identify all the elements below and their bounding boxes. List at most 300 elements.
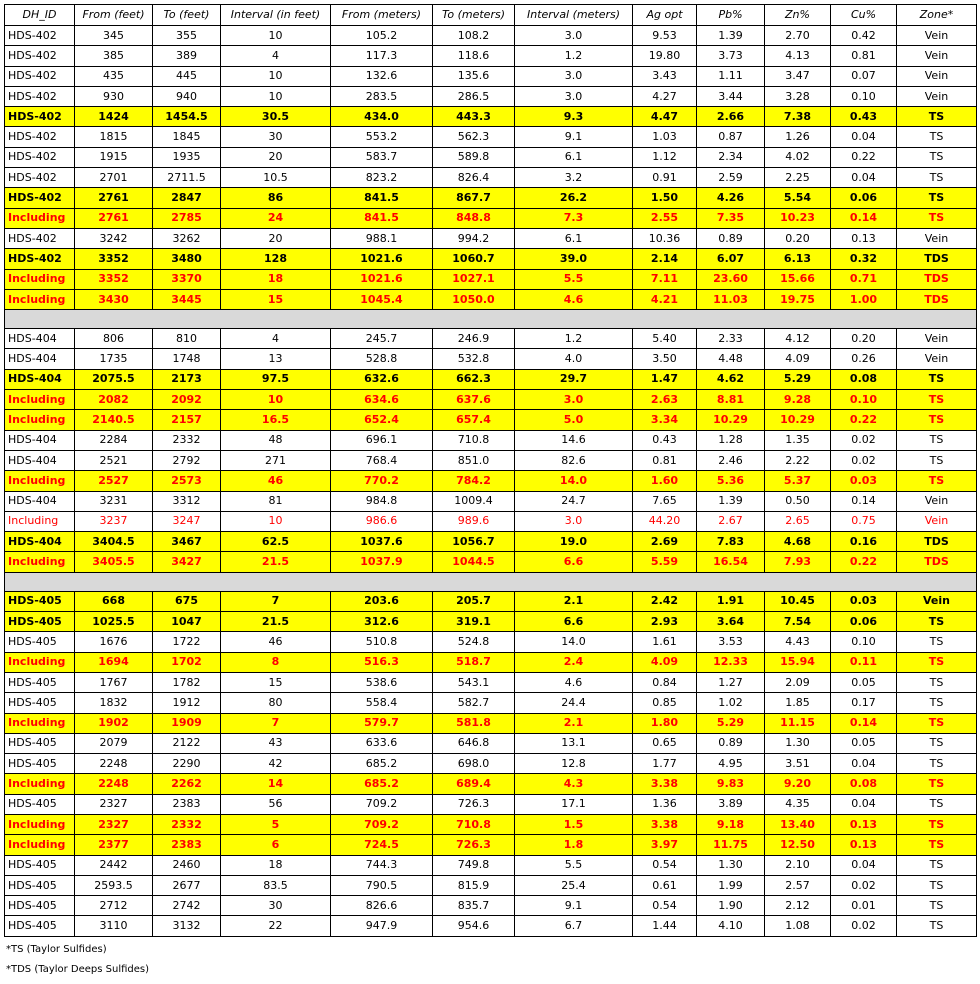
cell-dh-id: HDS-402: [5, 127, 75, 147]
table-row: [5, 450, 977, 470]
cell-to-meters: 246.9: [433, 329, 515, 349]
cell-from-feet: 2442: [75, 855, 153, 875]
cell-pb-pct: 4.48: [697, 349, 765, 369]
cell-dh-id: HDS-405: [5, 754, 75, 774]
cell-zone: TS: [897, 733, 977, 753]
cell-interval-feet: 14: [221, 774, 331, 794]
cell-to-feet: 2122: [153, 733, 221, 753]
cell-interval-meters: 9.1: [515, 896, 633, 916]
cell-interval-meters: 4.6: [515, 672, 633, 692]
cell-to-feet: 2460: [153, 855, 221, 875]
cell-ag-opt: 2.14: [633, 249, 697, 269]
cell-zn-pct: 7.54: [765, 612, 831, 632]
cell-from-meters: 510.8: [331, 632, 433, 652]
cell-zone: TDS: [897, 532, 977, 552]
table-row: [5, 168, 977, 188]
cell-to-feet: 2742: [153, 896, 221, 916]
cell-from-meters: 826.6: [331, 896, 433, 916]
cell-to-feet: 1702: [153, 652, 221, 672]
footnotes: [6, 940, 149, 980]
table-row: [5, 188, 977, 208]
cell-cu-pct: 0.04: [831, 754, 897, 774]
cell-pb-pct: 1.02: [697, 693, 765, 713]
cell-to-meters: 867.7: [433, 188, 515, 208]
table-row: [5, 754, 977, 774]
cell-pb-pct: 0.89: [697, 733, 765, 753]
cell-zn-pct: 2.09: [765, 672, 831, 692]
cell-from-feet: 1767: [75, 672, 153, 692]
cell-interval-meters: 24.4: [515, 693, 633, 713]
cell-dh-id: HDS-402: [5, 107, 75, 127]
cell-interval-meters: 7.3: [515, 208, 633, 228]
cell-ag-opt: 0.61: [633, 875, 697, 895]
table-row: [5, 369, 977, 389]
cell-cu-pct: 0.05: [831, 733, 897, 753]
cell-pb-pct: 3.53: [697, 632, 765, 652]
cell-dh-id: HDS-405: [5, 794, 75, 814]
cell-pb-pct: 3.44: [697, 86, 765, 106]
cell-to-meters: 657.4: [433, 410, 515, 430]
cell-zn-pct: 7.38: [765, 107, 831, 127]
cell-zone: TS: [897, 754, 977, 774]
cell-zn-pct: 5.54: [765, 188, 831, 208]
cell-interval-meters: 5.5: [515, 855, 633, 875]
cell-zone: TS: [897, 127, 977, 147]
cell-cu-pct: 0.13: [831, 228, 897, 248]
cell-interval-feet: 20: [221, 228, 331, 248]
cell-cu-pct: 0.75: [831, 511, 897, 531]
cell-cu-pct: 0.01: [831, 896, 897, 916]
cell-to-feet: 2711.5: [153, 168, 221, 188]
cell-ag-opt: 3.50: [633, 349, 697, 369]
cell-pb-pct: 1.91: [697, 591, 765, 611]
cell-pb-pct: 1.39: [697, 491, 765, 511]
cell-ag-opt: 3.34: [633, 410, 697, 430]
cell-interval-feet: 22: [221, 916, 331, 936]
cell-zn-pct: 0.20: [765, 228, 831, 248]
cell-to-meters: 954.6: [433, 916, 515, 936]
cell-from-meters: 312.6: [331, 612, 433, 632]
cell-zone: TS: [897, 652, 977, 672]
cell-zone: TS: [897, 107, 977, 127]
table-row: [5, 107, 977, 127]
cell-ag-opt: 19.80: [633, 46, 697, 66]
cell-interval-meters: 4.0: [515, 349, 633, 369]
cell-cu-pct: 0.42: [831, 26, 897, 46]
cell-zn-pct: 3.28: [765, 86, 831, 106]
cell-to-meters: 518.7: [433, 652, 515, 672]
cell-to-meters: 1044.5: [433, 552, 515, 572]
cell-ag-opt: 1.80: [633, 713, 697, 733]
cell-interval-meters: 29.7: [515, 369, 633, 389]
table-row: [5, 46, 977, 66]
cell-cu-pct: 0.14: [831, 491, 897, 511]
cell-from-feet: 806: [75, 329, 153, 349]
including-row: [5, 511, 977, 531]
cell-zn-pct: 2.70: [765, 26, 831, 46]
cell-interval-feet: 6: [221, 835, 331, 855]
cell-from-feet: 3405.5: [75, 552, 153, 572]
cell-from-feet: 3404.5: [75, 532, 153, 552]
cell-zone: TS: [897, 632, 977, 652]
table-row: [5, 147, 977, 167]
cell-from-meters: 652.4: [331, 410, 433, 430]
including-row: [5, 208, 977, 228]
cell-to-meters: 662.3: [433, 369, 515, 389]
cell-dh-id: HDS-404: [5, 430, 75, 450]
cell-zone: Vein: [897, 46, 977, 66]
cell-to-meters: 582.7: [433, 693, 515, 713]
cell-pb-pct: 1.90: [697, 896, 765, 916]
cell-interval-meters: 4.6: [515, 289, 633, 309]
cell-zn-pct: 2.10: [765, 855, 831, 875]
cell-to-meters: 784.2: [433, 471, 515, 491]
cell-pb-pct: 1.28: [697, 430, 765, 450]
cell-to-feet: 810: [153, 329, 221, 349]
cell-interval-meters: 3.0: [515, 86, 633, 106]
cell-pb-pct: 9.83: [697, 774, 765, 794]
cell-interval-feet: 21.5: [221, 552, 331, 572]
cell-from-meters: 1021.6: [331, 249, 433, 269]
cell-dh-id: Including: [5, 511, 75, 531]
cell-cu-pct: 0.05: [831, 672, 897, 692]
cell-to-feet: 2290: [153, 754, 221, 774]
cell-cu-pct: 0.71: [831, 269, 897, 289]
cell-cu-pct: 0.13: [831, 814, 897, 834]
cell-cu-pct: 0.17: [831, 693, 897, 713]
cell-zone: Vein: [897, 26, 977, 46]
cell-to-meters: 1050.0: [433, 289, 515, 309]
cell-zn-pct: 6.13: [765, 249, 831, 269]
cell-from-feet: 1676: [75, 632, 153, 652]
cell-ag-opt: 0.81: [633, 450, 697, 470]
cell-to-meters: 118.6: [433, 46, 515, 66]
cell-zone: TS: [897, 693, 977, 713]
cell-from-meters: 117.3: [331, 46, 433, 66]
cell-zone: TS: [897, 430, 977, 450]
column-header-dh-id: DH_ID: [5, 5, 75, 26]
cell-to-feet: 2173: [153, 369, 221, 389]
column-header-zone: Zone*: [897, 5, 977, 26]
cell-interval-meters: 25.4: [515, 875, 633, 895]
cell-zone: Vein: [897, 511, 977, 531]
cell-cu-pct: 0.14: [831, 713, 897, 733]
cell-to-feet: 2383: [153, 835, 221, 855]
cell-zone: TS: [897, 450, 977, 470]
cell-from-feet: 1815: [75, 127, 153, 147]
column-header-to-meters: To (meters): [433, 5, 515, 26]
assay-results-table: [4, 4, 977, 937]
footnote-tds: *TDS (Taylor Deeps Sulfides): [6, 964, 150, 975]
cell-interval-feet: 4: [221, 46, 331, 66]
cell-from-meters: 790.5: [331, 875, 433, 895]
cell-from-feet: 2521: [75, 450, 153, 470]
cell-pb-pct: 3.89: [697, 794, 765, 814]
cell-zn-pct: 15.94: [765, 652, 831, 672]
cell-zn-pct: 13.40: [765, 814, 831, 834]
cell-interval-feet: 43: [221, 733, 331, 753]
cell-interval-feet: 128: [221, 249, 331, 269]
cell-ag-opt: 0.85: [633, 693, 697, 713]
cell-pb-pct: 11.75: [697, 835, 765, 855]
cell-zone: TS: [897, 835, 977, 855]
table-row: [5, 329, 977, 349]
cell-cu-pct: 0.10: [831, 390, 897, 410]
cell-from-meters: 770.2: [331, 471, 433, 491]
cell-pb-pct: 3.73: [697, 46, 765, 66]
cell-to-meters: 532.8: [433, 349, 515, 369]
cell-dh-id: Including: [5, 208, 75, 228]
cell-pb-pct: 8.81: [697, 390, 765, 410]
including-row: [5, 289, 977, 309]
cell-from-feet: 2075.5: [75, 369, 153, 389]
cell-interval-feet: 80: [221, 693, 331, 713]
column-header-from-feet: From (feet): [75, 5, 153, 26]
cell-interval-feet: 5: [221, 814, 331, 834]
cell-interval-meters: 26.2: [515, 188, 633, 208]
cell-from-meters: 709.2: [331, 794, 433, 814]
cell-to-meters: 108.2: [433, 26, 515, 46]
cell-ag-opt: 0.54: [633, 855, 697, 875]
cell-to-feet: 2157: [153, 410, 221, 430]
cell-from-meters: 516.3: [331, 652, 433, 672]
cell-ag-opt: 1.50: [633, 188, 697, 208]
cell-pb-pct: 16.54: [697, 552, 765, 572]
separator-cell: [5, 310, 977, 329]
cell-cu-pct: 0.11: [831, 652, 897, 672]
cell-pb-pct: 4.10: [697, 916, 765, 936]
cell-interval-meters: 14.0: [515, 471, 633, 491]
cell-dh-id: HDS-405: [5, 875, 75, 895]
cell-zn-pct: 4.43: [765, 632, 831, 652]
cell-dh-id: HDS-404: [5, 369, 75, 389]
cell-from-feet: 1832: [75, 693, 153, 713]
cell-zone: TS: [897, 855, 977, 875]
separator-row: [5, 310, 977, 329]
cell-interval-meters: 5.5: [515, 269, 633, 289]
cell-cu-pct: 1.00: [831, 289, 897, 309]
cell-dh-id: HDS-405: [5, 612, 75, 632]
cell-from-meters: 1045.4: [331, 289, 433, 309]
cell-ag-opt: 2.42: [633, 591, 697, 611]
cell-ag-opt: 2.63: [633, 390, 697, 410]
cell-to-feet: 2262: [153, 774, 221, 794]
cell-pb-pct: 7.83: [697, 532, 765, 552]
cell-cu-pct: 0.06: [831, 612, 897, 632]
cell-to-feet: 1748: [153, 349, 221, 369]
cell-zone: TS: [897, 774, 977, 794]
cell-to-feet: 2847: [153, 188, 221, 208]
table-body: [5, 26, 977, 937]
cell-to-meters: 848.8: [433, 208, 515, 228]
including-row: [5, 652, 977, 672]
cell-to-meters: 749.8: [433, 855, 515, 875]
cell-ag-opt: 4.09: [633, 652, 697, 672]
cell-to-meters: 1060.7: [433, 249, 515, 269]
cell-ag-opt: 1.77: [633, 754, 697, 774]
cell-to-feet: 3262: [153, 228, 221, 248]
cell-from-feet: 3231: [75, 491, 153, 511]
table-row: [5, 66, 977, 86]
column-header-interval-feet: Interval (in feet): [221, 5, 331, 26]
cell-zn-pct: 5.29: [765, 369, 831, 389]
cell-zone: Vein: [897, 491, 977, 511]
cell-dh-id: HDS-402: [5, 147, 75, 167]
cell-to-feet: 1845: [153, 127, 221, 147]
cell-ag-opt: 0.84: [633, 672, 697, 692]
cell-from-feet: 668: [75, 591, 153, 611]
table-row: [5, 249, 977, 269]
cell-to-meters: 726.3: [433, 835, 515, 855]
cell-from-meters: 132.6: [331, 66, 433, 86]
cell-cu-pct: 0.20: [831, 329, 897, 349]
cell-from-feet: 2082: [75, 390, 153, 410]
table-row: [5, 26, 977, 46]
cell-interval-meters: 39.0: [515, 249, 633, 269]
cell-interval-meters: 2.1: [515, 591, 633, 611]
cell-pb-pct: 2.46: [697, 450, 765, 470]
column-header-pb-pct: Pb%: [697, 5, 765, 26]
cell-zn-pct: 3.51: [765, 754, 831, 774]
cell-from-feet: 1915: [75, 147, 153, 167]
cell-zn-pct: 1.30: [765, 733, 831, 753]
cell-pb-pct: 7.35: [697, 208, 765, 228]
cell-ag-opt: 4.21: [633, 289, 697, 309]
cell-zone: TDS: [897, 249, 977, 269]
cell-from-feet: 2248: [75, 754, 153, 774]
cell-from-meters: 986.6: [331, 511, 433, 531]
cell-cu-pct: 0.26: [831, 349, 897, 369]
cell-dh-id: HDS-405: [5, 672, 75, 692]
cell-ag-opt: 1.12: [633, 147, 697, 167]
cell-pb-pct: 5.36: [697, 471, 765, 491]
cell-from-meters: 1021.6: [331, 269, 433, 289]
cell-from-feet: 2377: [75, 835, 153, 855]
cell-dh-id: HDS-405: [5, 896, 75, 916]
cell-pb-pct: 10.29: [697, 410, 765, 430]
cell-from-meters: 434.0: [331, 107, 433, 127]
cell-zn-pct: 0.50: [765, 491, 831, 511]
cell-from-feet: 2248: [75, 774, 153, 794]
cell-zone: Vein: [897, 228, 977, 248]
cell-interval-feet: 42: [221, 754, 331, 774]
cell-cu-pct: 0.02: [831, 875, 897, 895]
cell-from-feet: 435: [75, 66, 153, 86]
cell-to-feet: 1909: [153, 713, 221, 733]
cell-zone: Vein: [897, 591, 977, 611]
cell-cu-pct: 0.16: [831, 532, 897, 552]
cell-zn-pct: 4.35: [765, 794, 831, 814]
cell-to-feet: 3132: [153, 916, 221, 936]
cell-to-feet: 1935: [153, 147, 221, 167]
cell-interval-feet: 83.5: [221, 875, 331, 895]
cell-zone: TS: [897, 147, 977, 167]
table-header: [5, 5, 977, 26]
cell-dh-id: HDS-402: [5, 249, 75, 269]
cell-cu-pct: 0.02: [831, 916, 897, 936]
cell-from-meters: 579.7: [331, 713, 433, 733]
table-row: [5, 127, 977, 147]
cell-dh-id: HDS-405: [5, 632, 75, 652]
cell-to-feet: 3247: [153, 511, 221, 531]
cell-zn-pct: 12.50: [765, 835, 831, 855]
cell-interval-meters: 1.8: [515, 835, 633, 855]
cell-interval-meters: 9.3: [515, 107, 633, 127]
cell-pb-pct: 1.27: [697, 672, 765, 692]
cell-to-meters: 710.8: [433, 430, 515, 450]
cell-to-meters: 319.1: [433, 612, 515, 632]
cell-ag-opt: 1.61: [633, 632, 697, 652]
column-header-from-meters: From (meters): [331, 5, 433, 26]
cell-from-meters: 553.2: [331, 127, 433, 147]
cell-to-meters: 1056.7: [433, 532, 515, 552]
cell-from-meters: 105.2: [331, 26, 433, 46]
cell-from-meters: 685.2: [331, 754, 433, 774]
cell-ag-opt: 1.03: [633, 127, 697, 147]
cell-dh-id: Including: [5, 774, 75, 794]
separator-row: [5, 572, 977, 591]
cell-interval-feet: 86: [221, 188, 331, 208]
cell-to-meters: 646.8: [433, 733, 515, 753]
cell-dh-id: HDS-402: [5, 86, 75, 106]
cell-zn-pct: 4.68: [765, 532, 831, 552]
cell-from-feet: 2761: [75, 188, 153, 208]
cell-pb-pct: 23.60: [697, 269, 765, 289]
cell-cu-pct: 0.10: [831, 632, 897, 652]
cell-pb-pct: 4.62: [697, 369, 765, 389]
cell-to-meters: 205.7: [433, 591, 515, 611]
cell-interval-meters: 3.2: [515, 168, 633, 188]
cell-to-feet: 3370: [153, 269, 221, 289]
including-row: [5, 410, 977, 430]
cell-zone: TDS: [897, 289, 977, 309]
cell-from-meters: 988.1: [331, 228, 433, 248]
cell-to-feet: 1454.5: [153, 107, 221, 127]
cell-to-meters: 689.4: [433, 774, 515, 794]
cell-to-meters: 589.8: [433, 147, 515, 167]
table-row: [5, 733, 977, 753]
table-row: [5, 491, 977, 511]
cell-interval-meters: 3.0: [515, 66, 633, 86]
cell-to-meters: 698.0: [433, 754, 515, 774]
including-row: [5, 390, 977, 410]
cell-zn-pct: 2.22: [765, 450, 831, 470]
column-header-ag-opt: Ag opt: [633, 5, 697, 26]
column-header-interval-meters: Interval (meters): [515, 5, 633, 26]
cell-pb-pct: 2.66: [697, 107, 765, 127]
cell-from-feet: 3237: [75, 511, 153, 531]
cell-dh-id: Including: [5, 552, 75, 572]
table-row: [5, 430, 977, 450]
cell-from-feet: 1735: [75, 349, 153, 369]
cell-from-meters: 558.4: [331, 693, 433, 713]
cell-from-meters: 841.5: [331, 208, 433, 228]
cell-dh-id: Including: [5, 289, 75, 309]
cell-ag-opt: 4.27: [633, 86, 697, 106]
cell-from-meters: 984.8: [331, 491, 433, 511]
cell-cu-pct: 0.04: [831, 127, 897, 147]
cell-ag-opt: 3.43: [633, 66, 697, 86]
cell-dh-id: HDS-405: [5, 591, 75, 611]
table-row: [5, 693, 977, 713]
cell-to-feet: 3467: [153, 532, 221, 552]
cell-from-meters: 1037.6: [331, 532, 433, 552]
table-row: [5, 855, 977, 875]
cell-zone: TDS: [897, 269, 977, 289]
cell-cu-pct: 0.03: [831, 471, 897, 491]
cell-pb-pct: 2.33: [697, 329, 765, 349]
cell-to-feet: 2092: [153, 390, 221, 410]
